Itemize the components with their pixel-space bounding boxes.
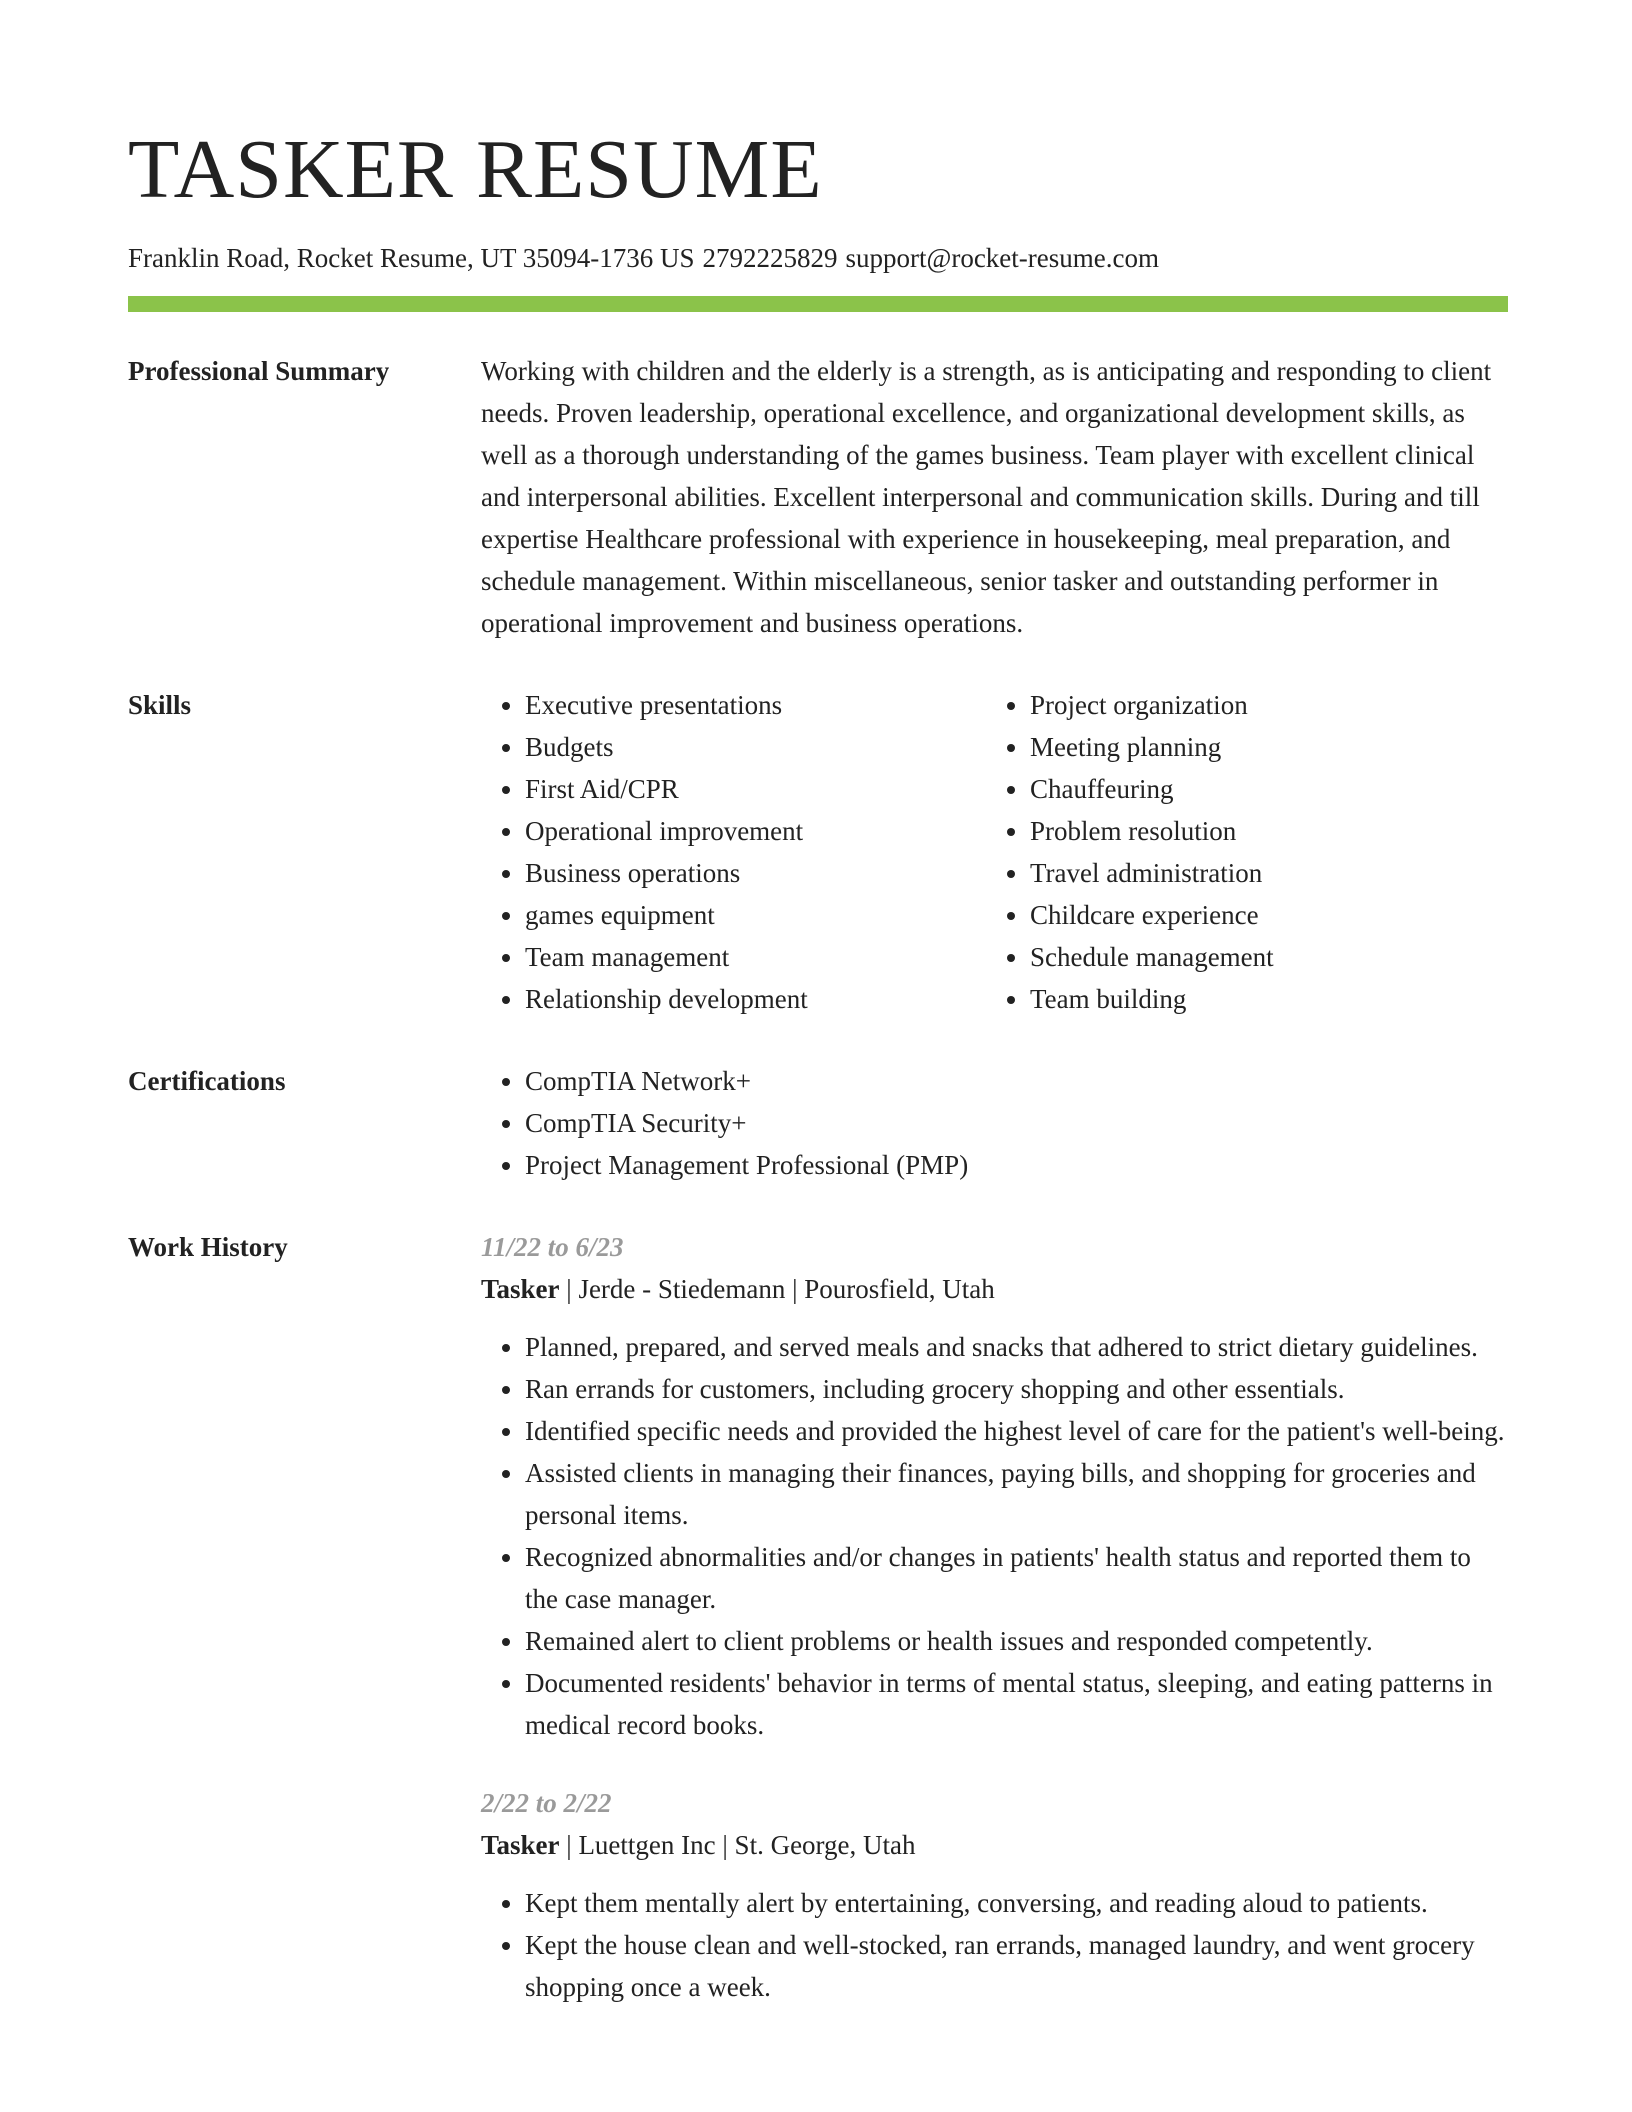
job-company: Luettgen Inc bbox=[578, 1830, 716, 1860]
certification-item: • CompTIA Network+ bbox=[525, 1060, 1508, 1102]
skill-item: • Travel administration bbox=[1030, 852, 1490, 894]
resume-page bbox=[128, 0, 1508, 2008]
skills-heading: Skills bbox=[128, 690, 192, 720]
skill-item: • games equipment bbox=[525, 894, 986, 936]
job-bullet: • Remained alert to client problems or health issues and responded competently. bbox=[525, 1620, 1508, 1662]
accent-divider bbox=[128, 296, 1508, 312]
job-role: Tasker bbox=[481, 1274, 560, 1304]
job-bullet: • Identified specific needs and provided the highest level of care for the patient's well-being. bbox=[525, 1410, 1508, 1452]
skill-item: • Childcare experience bbox=[1030, 894, 1490, 936]
summary-section bbox=[128, 350, 1508, 644]
contact-phone: 2792225829 bbox=[702, 243, 838, 273]
job-location: St. George, Utah bbox=[734, 1830, 916, 1860]
job-role: Tasker bbox=[481, 1830, 560, 1860]
job-bullet: • Documented residents' behavior in terms of mental status, sleeping, and eating patterns in medical record books. bbox=[525, 1662, 1508, 1746]
skill-item: • Team building bbox=[1030, 978, 1490, 1020]
certification-item: • Project Management Professional (PMP) bbox=[525, 1144, 1508, 1186]
certifications-list bbox=[481, 1060, 1508, 1186]
certifications-heading: Certifications bbox=[128, 1066, 286, 1096]
contact-address: Franklin Road, Rocket Resume, UT 35094-1736 US bbox=[128, 243, 695, 273]
contact-line bbox=[128, 242, 1508, 274]
skill-item: • Operational improvement bbox=[525, 810, 986, 852]
job-company: Jerde - Stiedemann bbox=[578, 1274, 786, 1304]
job-bullet: • Assisted clients in managing their finances, paying bills, and shopping for groceries and personal items. bbox=[525, 1452, 1508, 1536]
job-bullet: • Kept the house clean and well-stocked, ran errands, managed laundry, and went grocery shopping once a week. bbox=[525, 1924, 1508, 2008]
skill-item: • Team management bbox=[525, 936, 986, 978]
job-heading: Tasker | Jerde - Stiedemann | Pourosfield, Utah bbox=[481, 1274, 995, 1304]
skill-item: • Relationship development bbox=[525, 978, 986, 1020]
job-dates: 11/22 to 6/23 bbox=[481, 1232, 624, 1262]
job-bullet: • Recognized abnormalities and/or changes in patients' health status and reported them to the case manager. bbox=[525, 1536, 1508, 1620]
contact-email: support@rocket-resume.com bbox=[845, 243, 1159, 273]
summary-heading: Professional Summary bbox=[128, 356, 390, 386]
skill-item: • Business operations bbox=[525, 852, 986, 894]
skill-item: • First Aid/CPR bbox=[525, 768, 986, 810]
work-history-heading: Work History bbox=[128, 1232, 288, 1262]
job-entry bbox=[481, 1226, 1508, 1746]
job-location: Pourosfield, Utah bbox=[804, 1274, 995, 1304]
skills-section bbox=[128, 684, 1508, 1020]
summary-text: Working with children and the elderly is a strength, as is anticipating and responding to client needs. Proven leadership, operational excellence, and organizational development skills, as well as a thorough understanding of the games business. Team player with excellent clinical and interpersonal abilities. Excellent interpersonal and communication skills. During and till expertise Healthcare professional with experience in housekeeping, meal preparation, and schedule management. Within miscellaneous, senior tasker and outstanding performer in operational improvement and business operations. bbox=[481, 356, 1492, 638]
skill-item: • Executive presentations bbox=[525, 684, 986, 726]
skill-item: • Chauffeuring bbox=[1030, 768, 1490, 810]
skills-list-right bbox=[986, 684, 1490, 1020]
skills-list-left bbox=[481, 684, 986, 1020]
job-bullets bbox=[481, 1326, 1508, 1746]
certifications-section bbox=[128, 1060, 1508, 1186]
job-bullet: • Kept them mentally alert by entertaining, conversing, and reading aloud to patients. bbox=[525, 1882, 1508, 1924]
job-bullets bbox=[481, 1882, 1508, 2008]
job-bullet: • Planned, prepared, and served meals and snacks that adhered to strict dietary guidelines. bbox=[525, 1326, 1508, 1368]
job-dates: 2/22 to 2/22 bbox=[481, 1788, 612, 1818]
skill-item: • Schedule management bbox=[1030, 936, 1490, 978]
resume-title: TASKER RESUME bbox=[128, 123, 823, 216]
skill-item: • Meeting planning bbox=[1030, 726, 1490, 768]
job-entry bbox=[481, 1782, 1508, 2008]
certification-item: • CompTIA Security+ bbox=[525, 1102, 1508, 1144]
job-heading: Tasker | Luettgen Inc | St. George, Utah bbox=[481, 1830, 916, 1860]
job-bullet: • Ran errands for customers, including grocery shopping and other essentials. bbox=[525, 1368, 1508, 1410]
skill-item: • Problem resolution bbox=[1030, 810, 1490, 852]
work-history-section bbox=[128, 1226, 1508, 2008]
skill-item: • Project organization bbox=[1030, 684, 1490, 726]
skill-item: • Budgets bbox=[525, 726, 986, 768]
